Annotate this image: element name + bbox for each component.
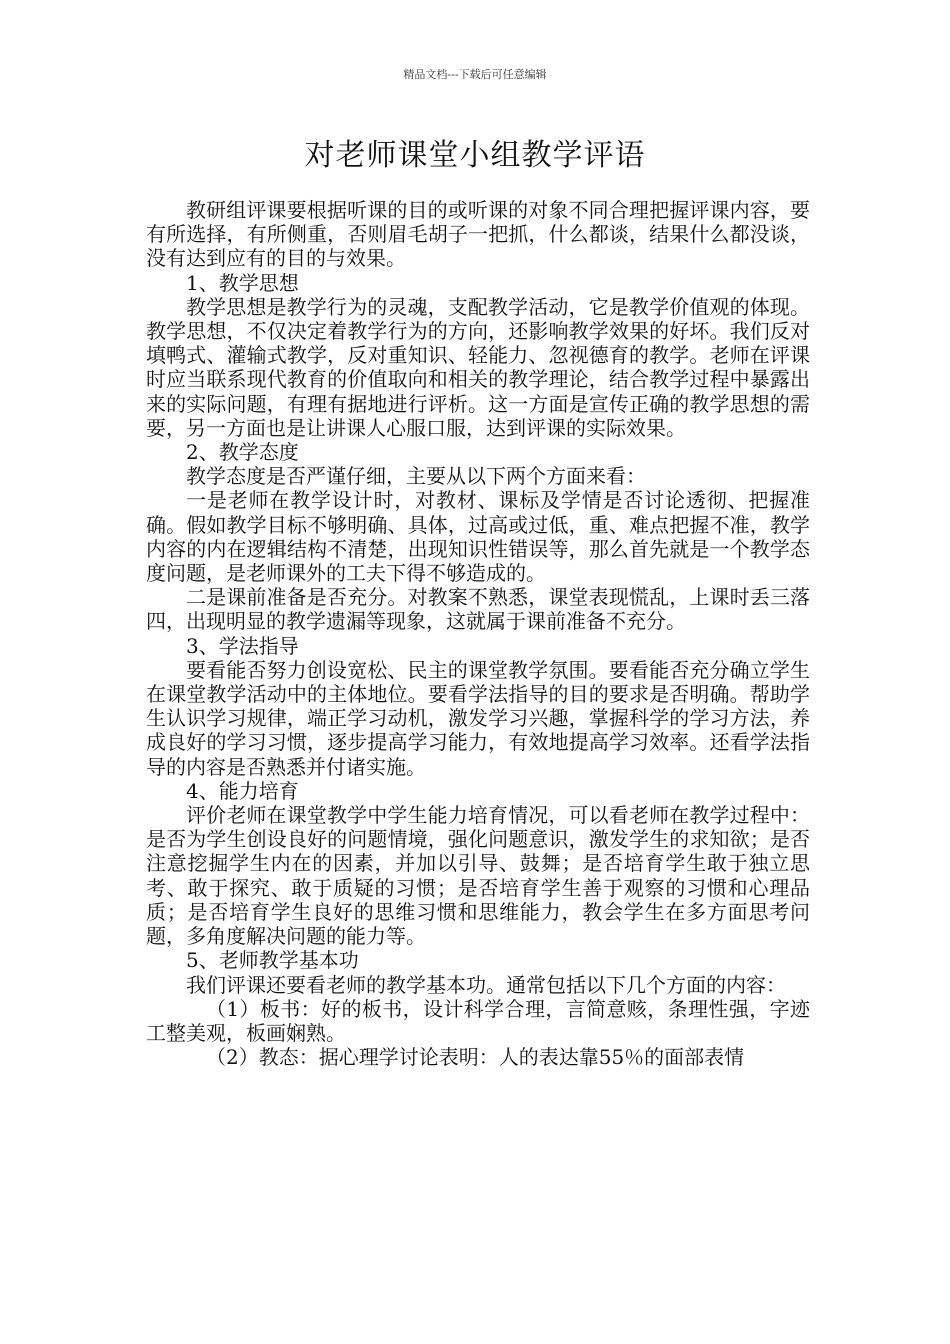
basic-skills-paragraph: 我们评课还要看老师的教学基本功。通常包括以下几个方面的内容： [186, 972, 786, 997]
teaching-attitude-paragraph-3: 二是课前准备是否充分。对教案不熟悉，课堂表现慌乱，上课时丢三落四，出现明显的教学遗漏等现象，这就属于课前准备不充分。 [146, 585, 810, 634]
document-title: 对老师课堂小组教学评语 [304, 138, 646, 173]
section-heading-ability-cultivation: 4、能力培育 [186, 778, 299, 803]
document-body [146, 198, 810, 1069]
teaching-attitude-paragraph-1: 教学态度是否严谨仔细，主要从以下两个方面来看： [186, 464, 646, 489]
page-header-note: 精品文档---下载后可任意编辑 [403, 68, 547, 81]
teaching-thought-paragraph: 教学思想是教学行为的灵魂，支配教学活动，它是教学价值观的体现。教学思想，不仅决定着教学行为的方向，还影响教学效果的好坏。我们反对填鸭式、灌输式教学，反对重知识、轻能力、忽视德育的教学。老师在评课时应当联系现代教育的价值取向和相关的教学理论，结合教学过程中暴露出来的实际问题，有理有据地进行评析。这一方面是宣传正确的教学思想的需要，另一方面也是让讲课人心服口服，达到评课的实际效果。 [146, 294, 810, 440]
study-guidance-paragraph: 要看能否努力创设宽松、民主的课堂教学氛围。要看能否充分确立学生在课堂教学活动中的主体地位。要看学法指导的目的要求是否明确。帮助学生认识学习规律，端正学习动机，激发学习兴趣，掌握科学的学习方法，养成良好的学习习惯，逐步提高学习能力，有效地提高学习效率。还看学法指导的内容是否熟悉并付诸实施。 [146, 657, 810, 779]
intro-paragraph: 教研组评课要根据听课的目的或听课的对象不同合理把握评课内容，要有所选择，有所侧重，否则眉毛胡子一把抓，什么都谈，结果什么都没谈，没有达到应有的目的与效果。 [146, 198, 810, 271]
basic-skills-item-blackboard: （1）板书：好的板书，设计科学合理，言简意赅，条理性强，字迹工整美观，板画娴熟。 [146, 996, 810, 1045]
section-heading-basic-skills: 5、老师教学基本功 [186, 948, 359, 973]
section-heading-teaching-attitude: 2、教学态度 [186, 440, 299, 465]
ability-cultivation-paragraph: 评价老师在课堂教学中学生能力培育情况，可以看老师在教学过程中：是否为学生创设良好的问题情境，强化问题意识，激发学生的求知欲；是否注意挖掘学生内在的因素，并加以引导、鼓舞；是否培育学生敢于独立思考、敢于探究、敢于质疑的习惯；是否培育学生善于观察的习惯和心理品质；是否培育学生良好的思维习惯和思维能力，教会学生在多方面思考问题，多角度解决问题的能力等。 [146, 803, 810, 949]
basic-skills-item-demeanor: （2）教态：据心理学讨论表明：人的表达靠55％的面部表情 [206, 1045, 745, 1070]
section-heading-study-guidance: 3、学法指导 [186, 633, 299, 658]
teaching-attitude-paragraph-2: 一是老师在教学设计时，对教材、课标及学情是否讨论透彻、把握准确。假如教学目标不够明确、具体，过高或过低，重、难点把握不准，教学内容的内在逻辑结构不清楚，出现知识性错误等，那么首先就是一个教学态度问题，是老师课外的工夫下得不够造成的。 [146, 488, 810, 586]
section-heading-teaching-thought: 1、教学思想 [186, 270, 299, 295]
